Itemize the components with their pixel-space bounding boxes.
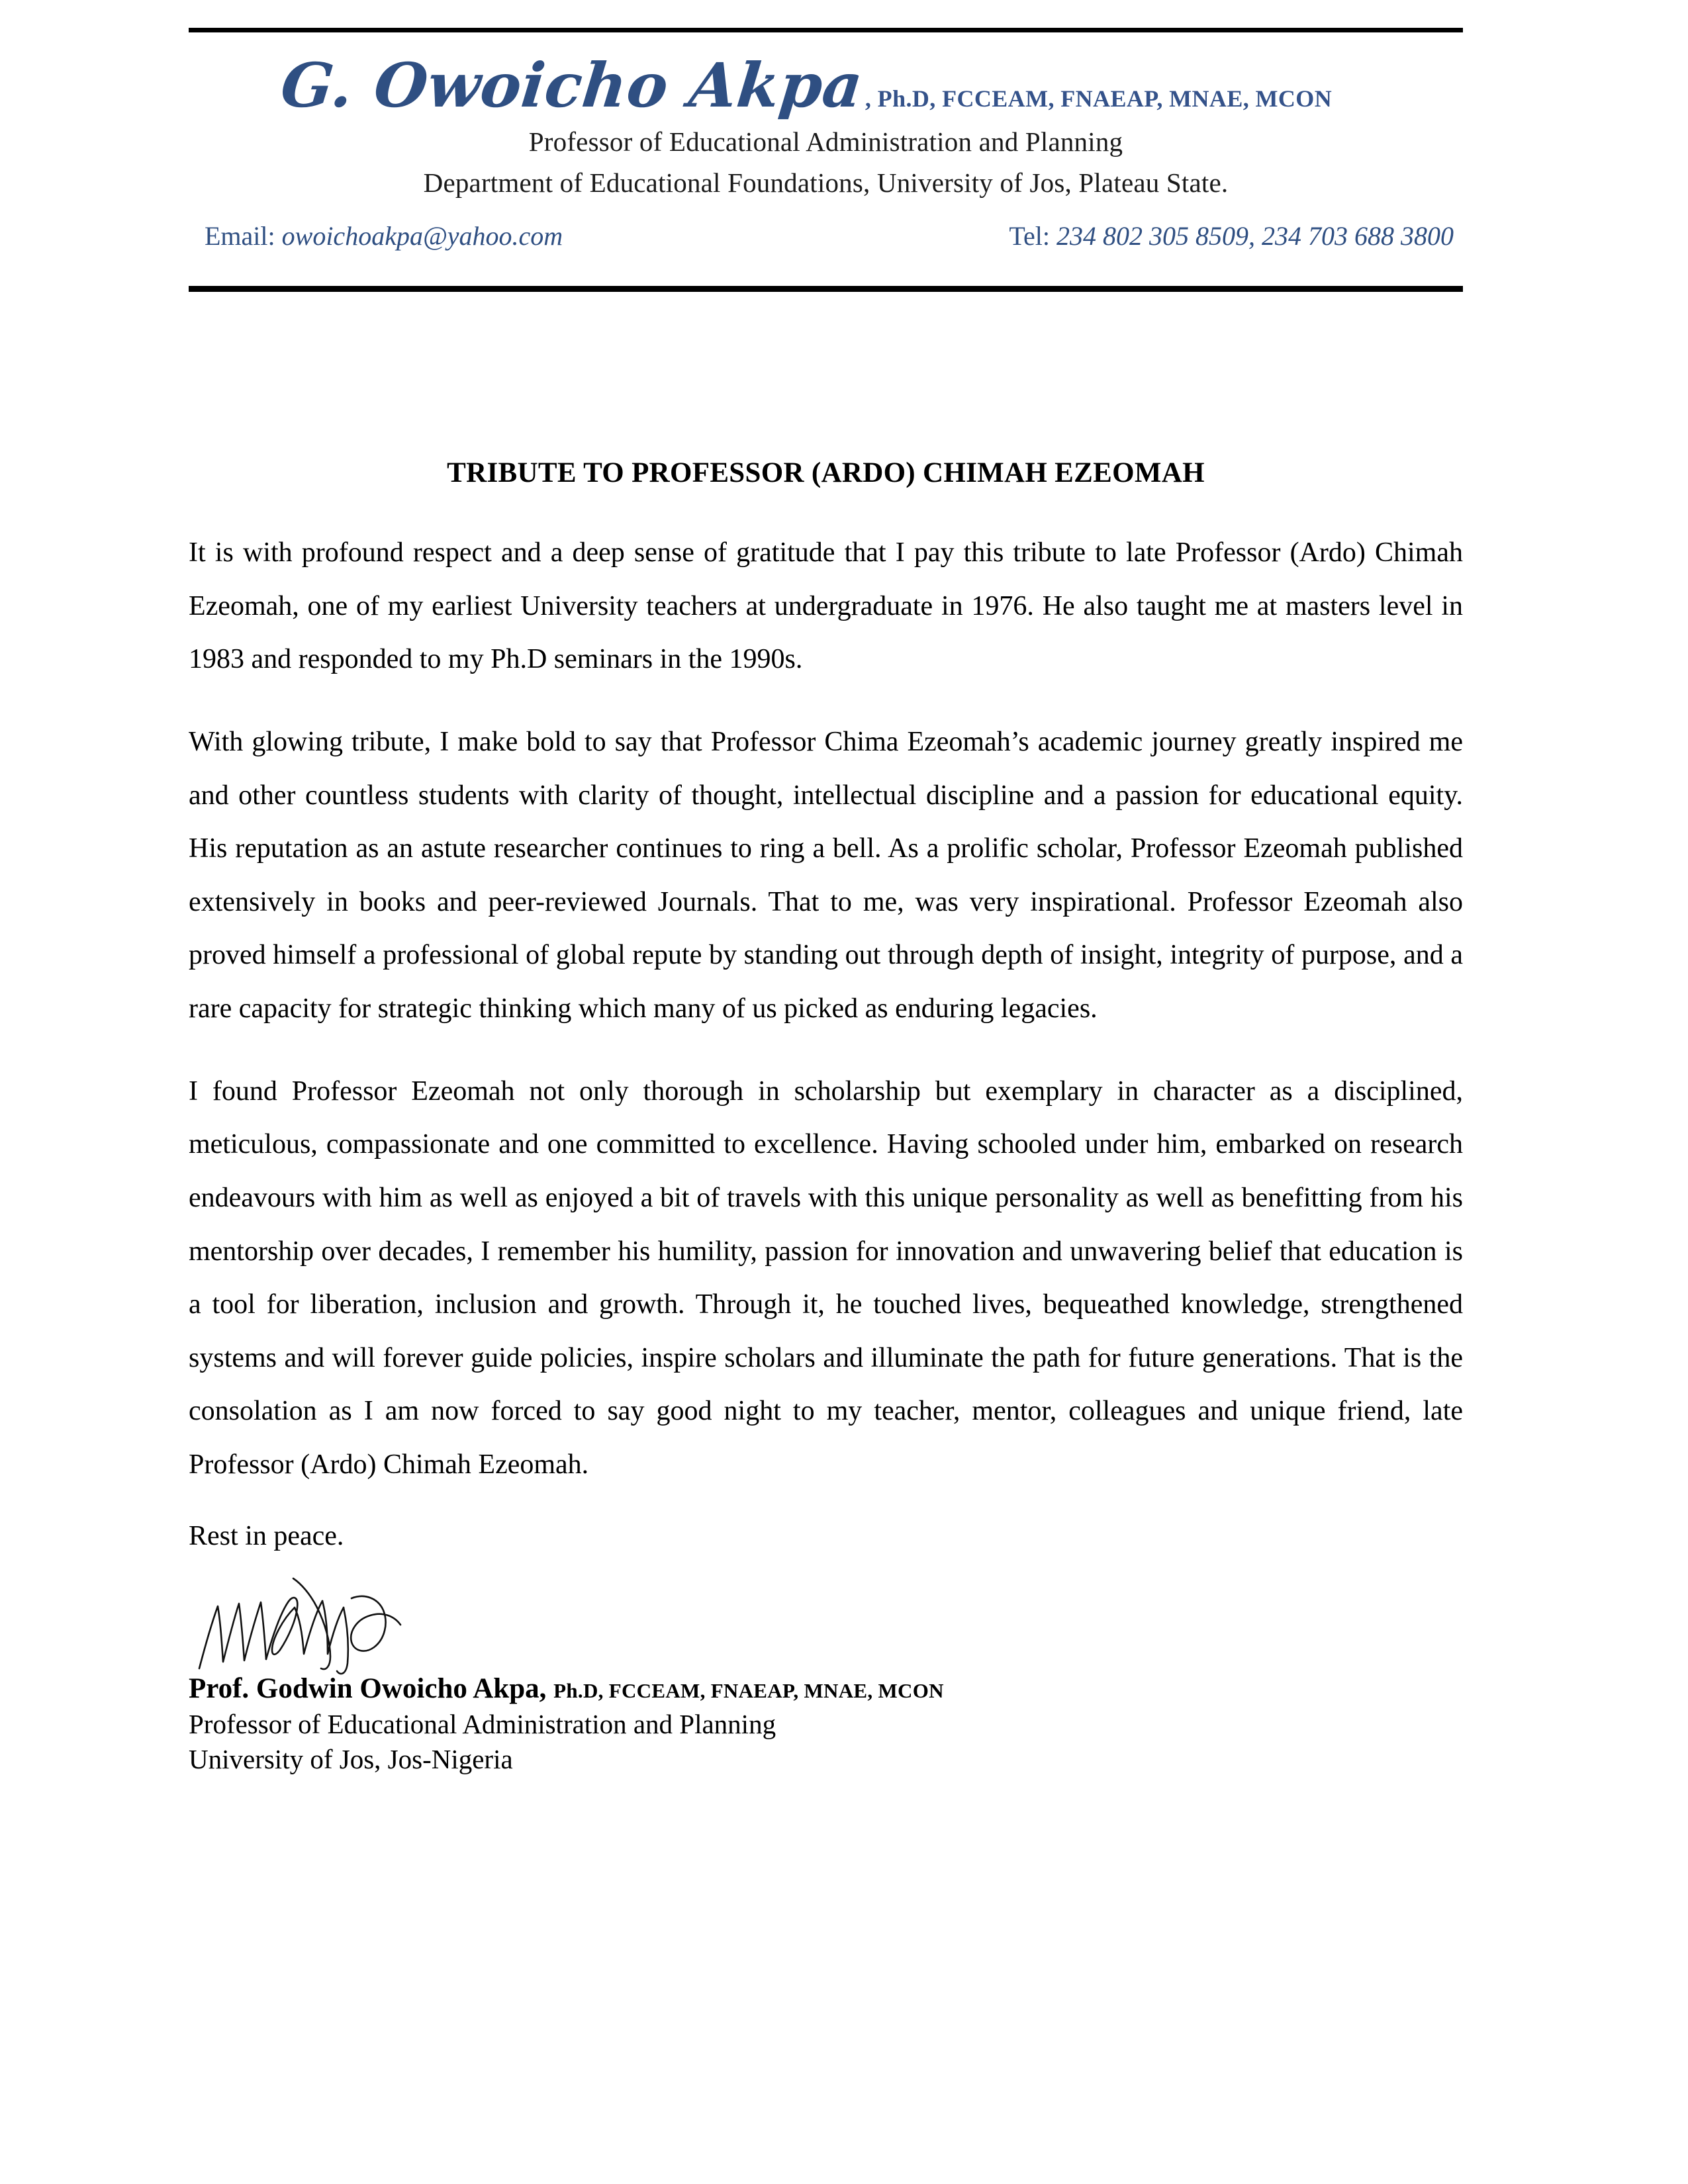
paragraph-1: It is with profound respect and a deep sense of gratitude that I pay this tribute to late Professor (Ardo) Chimah Ezeomah, one of my earliest University teachers at undergraduate in 1976. He also taught me at masters level in 1983 and responded to my Ph.D seminars in the 1990s. [189,537,1463,675]
letterhead-title-line-1: Professor of Educational Administration and Planning [528,126,1123,157]
signatory-name-text: Prof. Godwin Owoicho Akpa, [189,1672,547,1704]
letter-body [189,457,1463,1777]
signatory-role: Professor of Educational Administration and Planning [189,1708,776,1739]
page-title: TRIBUTE TO PROFESSOR (ARDO) CHIMAH EZEOMAH [447,457,1205,488]
tel-label: Tel: [1009,220,1050,251]
signatory-affiliation: University of Jos, Jos-Nigeria [189,1743,513,1774]
handwritten-signature-icon [194,1569,472,1675]
letterhead [189,28,1463,292]
tel-number[interactable]: 234 802 305 8509, 234 703 688 3800 [1056,220,1454,251]
letterhead-brand [189,50,1463,121]
email-address[interactable]: owoichoakpa@yahoo.com [281,220,563,251]
brand-name: G. Owoicho Akpa [277,50,867,121]
signature-block [189,1569,1463,1777]
signatory-credentials: Ph.D, FCCEAM, FNAEAP, MNAE, MCON [553,1678,944,1702]
email-label: Email: [205,220,275,251]
tel-item [1009,220,1454,251]
paragraph-2: With glowing tribute, I make bold to say that Professor Chima Ezeomah’s academic journey greatly inspired me and other countless students with clarity of thought, intellectual discipline and a passion for educational equity. His reputation as an astute researcher continues to ring a bell. As a prolific scholar, Professor Ezeomah published extensively in books and peer-reviewed Journals. That to me, was very inspirational. Professor Ezeomah also proved himself a professional of global repute by standing out through depth of insight, integrity of purpose, and a rare capacity for strategic thinking which many of us picked as enduring legacies. [189,726,1463,1024]
brand-credentials: , Ph.D, FCCEAM, FNAEAP, MNAE, MCON [865,85,1333,112]
paragraph-3: I found Professor Ezeomah not only thorough in scholarship but exemplary in character as a disciplined, meticulous, compassionate and one committed to excellence. Having schooled under him, embarked on research endeavours with him as well as enjoyed a bit of travels with this unique personality as well as benefitting from his mentorship over decades, I remember his humility, passion for innovation and unwavering belief that education is a tool for liberation, inclusion and growth. Through it, he touched lives, bequeathed knowledge, strengthened systems and will forever guide policies, inspire scholars and illuminate the path for future generations. That is the consolation as I am now forced to say good night to my teacher, mentor, colleagues and unique friend, late Professor (Ardo) Chimah Ezeomah. [189,1075,1463,1480]
letterhead-title-line-2: Department of Educational Foundations, University of Jos, Plateau State. [423,167,1229,199]
signatory-name [189,1671,1463,1707]
letterhead-contact-row [189,220,1463,251]
email-item [205,220,563,251]
letterhead-top-rule [189,28,1463,32]
closing-line: Rest in peace. [189,1520,344,1551]
letterhead-bottom-rule [189,286,1463,292]
